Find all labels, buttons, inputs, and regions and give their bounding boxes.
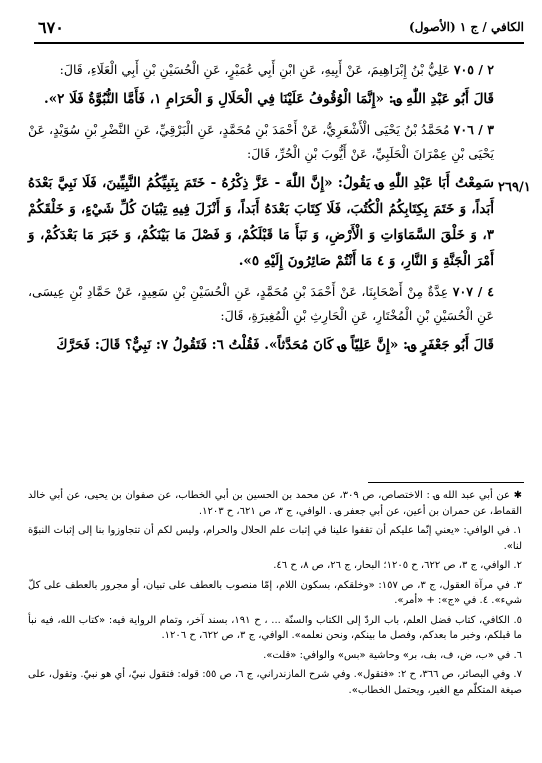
isnad-text: عِدَّةٌ مِنْ أَصْحَابِنَا، عَنْ أَحْمَدَ بْنِ مُحَمَّدٍ، عَنِ الْحُسَيْنِ بْنِ سَعِيدٍ، عَنْ حَمَّادِ بْنِ عِيسَى، عَنِ الْحُسَيْنِ بْنِ الْمُخْتَارِ، عَنِ الْحَارِثِ بْنِ الْمُغِيرَةِ، قَالَ: — [28, 284, 494, 323]
hadith-block — [28, 118, 494, 274]
hadith-number: ٢ / ٧٠٥ — [453, 62, 494, 77]
hadith-isnad — [28, 118, 494, 166]
footnote: ٥. الكافي، كتاب فضل العلم، باب الردّ إلى الكتاب والسنّة ... ، ح ١٩١، بسند آخر، وتمام الرواية فيه: «كتاب الله، فيه نبأ ما قبلكم، وخبر ما بعدكم، وفصل ما بينكم، ونحن نعلمه». الوافي، ج ٣، ص ٦٢٢، ح ١٢٠٦. — [28, 614, 523, 641]
hadith-block — [28, 58, 494, 112]
footnote: ✱ عن أبي عبد الله ؈ : الاختصاص، ص ٣٠٩، عن محمد بن الحسين بن أبي الخطاب، عن صفوان بن يحيى، عن أبي خالد القماط، عن حمران بن أعين، عن أبي جعفر ؈ . الوافي، ج ٣، ص ٦٢١، ح ١٢٠٣. — [28, 490, 522, 517]
hadith-number: ٤ / ٧٠٧ — [452, 284, 494, 299]
header-divider — [34, 42, 524, 44]
main-text — [28, 58, 494, 364]
hadith-matn: قَالَ أَبُو عَبْدِ اللّٰهِ ؈: «إِنَّمَا الْوُقُوفُ عَلَيْنَا فِي الْحَلَالِ وَ الْحَرَامِ ١، فَأَمَّا النُّبُوَّةُ فَلَا ٢». — [44, 91, 494, 107]
running-title: الكافي / ج ١ (الأصول) — [409, 20, 524, 34]
footnote: ٢. الوافي، ج ٣، ص ٦٢٢، ح ١٢٠٥؛ البحار، ج ٢٦، ص ٨، ح ٤٦. — [273, 560, 522, 571]
footnote-divider — [368, 482, 524, 483]
hadith-number: ٣ / ٧٠٦ — [453, 122, 494, 137]
hadith-matn: قَالَ أَبُو جَعْفَرٍ ؈: «إِنَّ عَلِيّاً ؈ كَانَ مُحَدَّثاً». فَقُلْتُ ٦: فَتَقُولُ ٧: نَبِيٌّ؟ قَالَ: فَحَرَّكَ — [56, 337, 494, 353]
isnad-text: عَلِيُّ بْنُ إِبْرَاهِيمَ، عَنْ أَبِيهِ، عَنِ ابْنِ أَبِي عُمَيْرٍ، عَنِ الْحُسَيْنِ بْنِ أَبِي الْعَلَاءِ، قَالَ: — [59, 62, 450, 77]
page-header — [34, 16, 524, 38]
hadith-matn: سَمِعْتُ أَبَا عَبْدِ اللّٰهِ ؈ يَقُولُ: «إِنَّ اللّٰهَ - عَزَّ ذِكْرُهُ - خَتَمَ بِنَبِيِّكُمُ النَّبِيِّينَ، فَلَا نَبِيَّ بَعْدَهُ أَبَداً، وَ خَتَمَ بِكِتَابِكُمُ الْكُتُبَ، فَلَا كِتَابَ بَعْدَهُ أَبَداً، وَ أَنْزَلَ فِيهِ تِبْيَانَ كُلِّ شَيْءٍ، وَ خَلْقَكُمْ ٣، وَ خَلْقَ السَّمَاوَاتِ وَ الْأَرْضِ، وَ نَبَأَ مَا قَبْلَكُمْ، وَ فَصْلَ مَا بَيْنَكُمْ، وَ خَبَرَ مَا بَعْدَكُمْ، وَ أَمْرَ الْجَنَّةِ وَ النَّارِ، وَ ٤ مَا أَنْتُمْ صَائِرُونَ إِلَيْهِ ٥». — [28, 175, 494, 269]
footnote: ١. في الوافي: «يعني إنّما عليكم أن تقفوا علينا في إثبات علم الحلال والحرام، وليس لكم أن تتجاوزوا بنا إلى إثبات النبوّة لنا». — [28, 525, 522, 552]
hadith-block — [28, 280, 494, 358]
footnote: ٣. في مرآة العقول، ج ٣، ص ١٥٧: «وخلقكم، بسكون اللام، إمّا منصوب بالعطف على تبيان، أو مجرور بالعطف على كلّ شيء». ٤. في «ج»: + «أمر». — [28, 579, 522, 606]
footnote: ٧. وفي البصائر، ص ٣٦٦، ح ٢: «فتقول». وفي شرح المازندراني، ج ٦، ص ٥٥: قوله: فتقول نبيّ، أي هو نبيّ. وتقول، على صيغة المتكلّم مع الغير، ويحتمل الخطاب». — [28, 669, 522, 696]
footnote: ٦. في «ب، ض، ف، بف، بر» وحاشية «بس» والوافي: «قلت». — [263, 649, 522, 661]
hadith-isnad — [28, 280, 494, 328]
page-number: ٦٧٠ — [38, 18, 64, 37]
hadith-isnad — [28, 58, 494, 82]
footnotes — [28, 488, 522, 702]
isnad-text: مُحَمَّدُ بْنُ يَحْيَى الْأَشْعَرِيُّ، عَنْ أَحْمَدَ بْنِ مُحَمَّدٍ، عَنِ الْبَرْقِيِّ، عَنِ النَّضْرِ بْنِ سُوَيْدٍ، عَنْ يَحْيَى بْنِ عِمْرَانَ الْحَلَبِيِّ، عَنْ أَيُّوبَ بْنِ الْحُرِّ، قَالَ: — [28, 122, 494, 161]
margin-reference: ٢٦٩/١ — [498, 180, 531, 195]
